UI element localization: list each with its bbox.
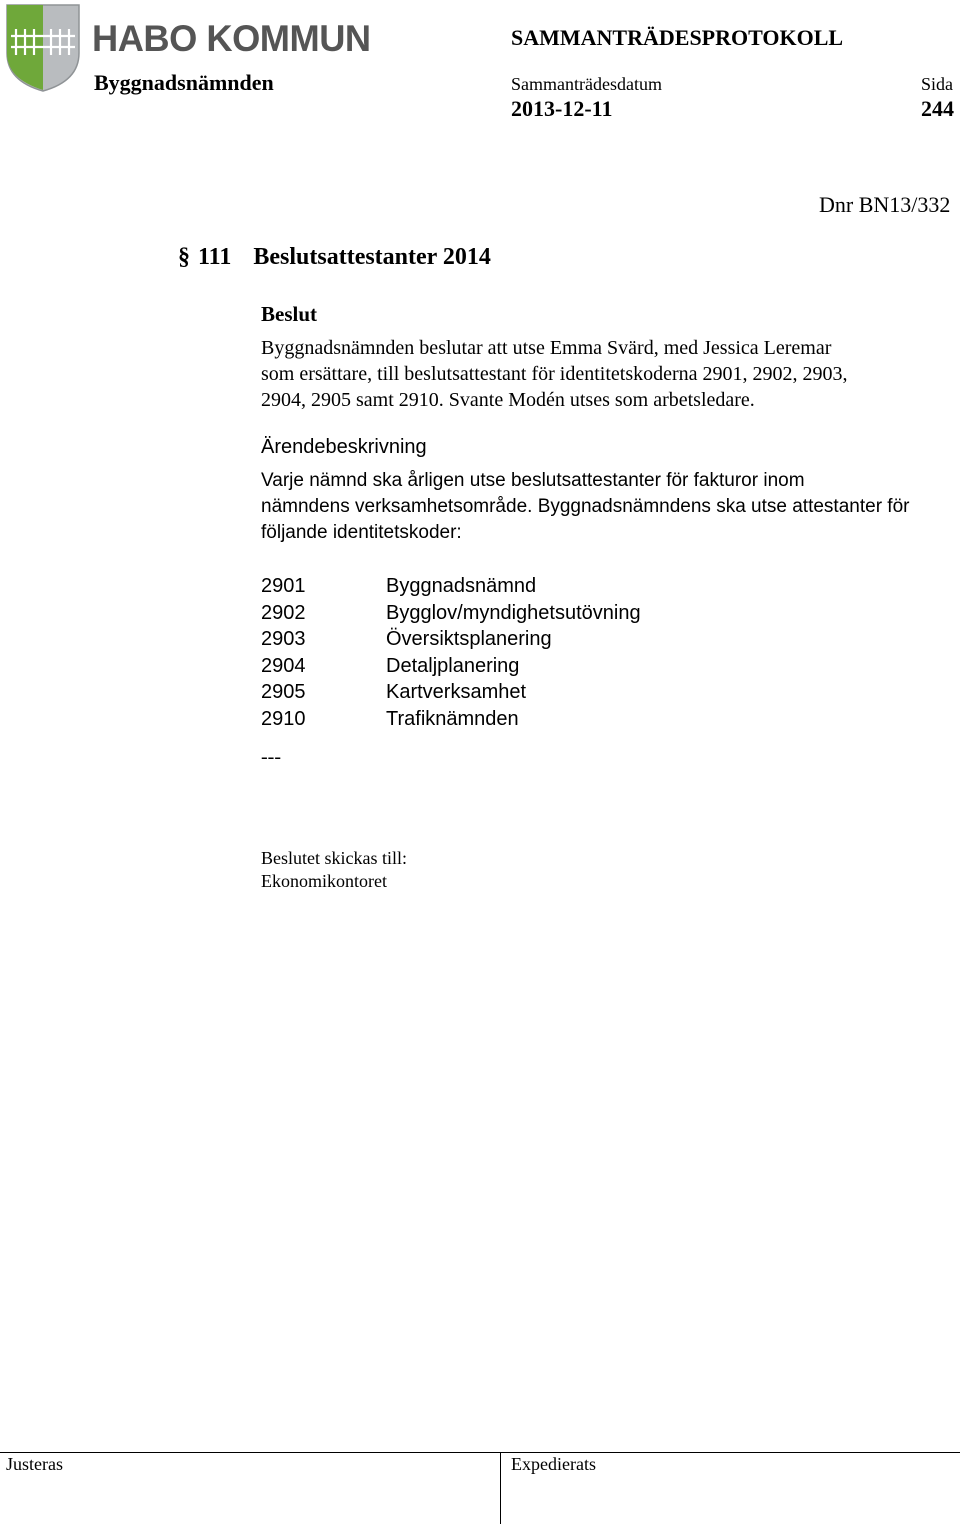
code-number: 2904 [261,654,306,677]
case-line: nämndens verksamhetsområde. Byggnadsnämndens ska utse attestanter för [261,496,910,517]
code-name: Byggnadsnämnd [386,575,537,597]
code-name: Översiktsplanering [386,628,552,650]
document-type: SAMMANTRÄDESPROTOKOLL [511,25,844,50]
code-row [261,626,641,653]
section-symbol: § [178,244,190,270]
decision-line: 2904, 2905 samt 2910. Svante Modén utses som arbetsledare. [261,389,755,411]
page-label: Sida [921,74,954,94]
page-number: 244 [921,96,954,121]
footer-column-divider [500,1452,501,1524]
case-line: följande identitetskoder: [261,522,462,543]
code-name: Kartverksamhet [386,681,527,703]
footer-divider [0,1452,960,1453]
code-row [261,679,641,706]
code-row [261,573,641,600]
code-name: Detaljplanering [386,654,520,677]
committee-name: Byggnadsnämnden [94,70,274,95]
code-number: 2910 [261,707,306,730]
municipality-name: HABO KOMMUN [92,18,371,59]
case-description-text [261,468,960,546]
municipality-coat-of-arms [5,3,81,93]
code-number: 2902 [261,601,306,624]
identity-code-list [261,573,641,732]
footer-expedierats: Expedierats [511,1454,596,1474]
section-heading [178,244,499,271]
separator: --- [261,746,281,768]
code-number: 2901 [261,575,306,597]
decision-line: som ersättare, till beslutsattestant för identitetskoderna 2901, 2902, 2903, [261,363,848,385]
code-name: Trafiknämnden [386,707,519,730]
code-row [261,600,641,627]
distribution-label: Beslutet skickas till: [261,848,407,868]
case-line: Varje nämnd ska årligen utse beslutsattestanter för fakturor inom [261,470,805,491]
footer-justeras: Justeras [6,1454,63,1474]
decision-heading: Beslut [261,302,318,326]
meeting-date: 2013-12-11 [511,96,613,121]
section-number: 111 [198,244,232,270]
case-description-heading: Ärendebeskrivning [261,436,427,458]
decision-line: Byggnadsnämnden beslutar att utse Emma Svärd, med Jessica Leremar [261,337,832,359]
code-name: Bygglov/myndighetsutövning [386,601,641,624]
section-title: Beslutsattestanter 2014 [253,244,491,270]
decision-text [261,335,960,413]
code-number: 2905 [261,681,306,703]
code-row [261,653,641,680]
date-label: Sammanträdesdatum [511,74,662,94]
diary-number: Dnr BN13/332 [819,192,951,217]
code-number: 2903 [261,628,306,650]
distribution-recipient: Ekonomikontoret [261,871,387,891]
code-row [261,706,641,733]
